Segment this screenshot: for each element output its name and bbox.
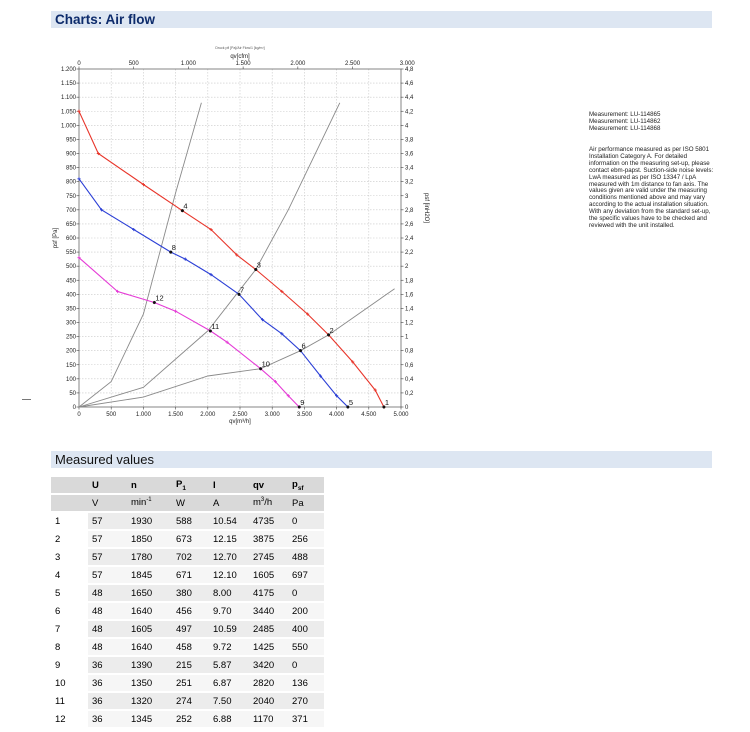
y-tick-label: 100: [65, 376, 76, 383]
operating-point-label: 1: [384, 398, 390, 407]
unit-cell: $\min^{-1}$: [127, 494, 172, 512]
table-cell: 4175: [249, 584, 288, 602]
row-number-cell: 12: [51, 710, 88, 728]
y-tick-label: 700: [65, 207, 76, 214]
row-number-cell: 3: [51, 548, 88, 566]
table-row: [51, 656, 324, 674]
operating-point-label: 7: [240, 285, 245, 295]
y-tick-label: 600: [65, 236, 76, 242]
table-row: [51, 692, 324, 710]
right-tick-label: 2,6: [405, 221, 414, 228]
table-cell: 1605: [249, 566, 288, 584]
table-cell: 57: [88, 566, 127, 584]
y-tick-label: 900: [65, 151, 76, 158]
table-cell: 0: [288, 512, 324, 530]
x-tick-label: 5.000: [393, 412, 409, 418]
y-tick-label: 300: [65, 320, 76, 327]
operating-point-label: 10: [261, 359, 270, 369]
y-tick-label: 400: [65, 292, 76, 299]
right-tick-label: 0: [405, 405, 409, 411]
measurement-line: Measurement: LU-114868: [589, 124, 661, 132]
right-tick-label: 0,2: [405, 390, 414, 397]
x-tick-label: 3.500: [296, 412, 312, 418]
table-cell: 57: [88, 548, 127, 566]
row-number-cell: 9: [51, 656, 88, 674]
right-tick-label: 3,6: [405, 151, 414, 158]
y-tick-label: 800: [65, 179, 76, 186]
table-cell: 8.00: [209, 584, 249, 602]
table-cell: 1170: [249, 710, 288, 728]
y-tick-label: 1.100: [60, 95, 76, 102]
table-cell: 0: [288, 584, 324, 602]
right-tick-label: 4,8: [405, 67, 414, 73]
table-row: [51, 620, 324, 638]
measured-values-table: [51, 477, 324, 729]
operating-point-label: 3: [256, 260, 261, 270]
table-cell: 10.54: [209, 512, 249, 530]
row-number-cell: 11: [51, 692, 88, 710]
right-tick-label: 2: [405, 264, 409, 271]
operating-point-label: 4: [183, 201, 188, 211]
row-number-cell: 6: [51, 602, 88, 620]
table-cell: 57: [88, 530, 127, 548]
unit-cell: Pa: [288, 494, 324, 512]
system-curve: [79, 103, 340, 407]
right-tick-label: 2,2: [405, 250, 414, 257]
table-cell: 550: [288, 638, 324, 656]
dash-marker: [22, 399, 31, 400]
table-cell: 48: [88, 602, 127, 620]
system-curve: [79, 289, 395, 407]
table-cell: 48: [88, 638, 127, 656]
table-cell: 458: [172, 638, 209, 656]
table-row: [51, 566, 324, 584]
table-cell: 48: [88, 584, 127, 602]
unit-cell: V: [88, 494, 127, 512]
measurement-list: [589, 112, 714, 133]
section-title-values: Measured values: [55, 452, 154, 467]
table-cell: 1345: [127, 710, 172, 728]
y-tick-label: 500: [65, 264, 76, 271]
table-cell: 200: [288, 602, 324, 620]
right-tick-label: 1,2: [405, 320, 414, 327]
section-title-chart: Charts: Air flow: [55, 12, 156, 27]
table-cell: 7.50: [209, 692, 249, 710]
right-tick-label: 0,6: [405, 362, 414, 369]
x-tick-label: 2.000: [200, 412, 216, 418]
top-tick-label: 2.000: [290, 61, 306, 67]
table-units-row: [51, 494, 324, 512]
column-header: I: [209, 477, 249, 494]
table-cell: 1320: [127, 692, 172, 710]
table-cell: 673: [172, 530, 209, 548]
table-cell: 671: [172, 566, 209, 584]
table-cell: 57: [88, 512, 127, 530]
row-number-cell: [51, 494, 88, 512]
right-axis-label: psf [inH2O]: [423, 192, 429, 224]
y-tick-label: 750: [65, 193, 76, 200]
table-row: [51, 638, 324, 656]
table-cell: 1640: [127, 602, 172, 620]
table-cell: 1425: [249, 638, 288, 656]
table-cell: 256: [288, 530, 324, 548]
table-cell: 2820: [249, 674, 288, 692]
y-tick-label: 0: [72, 405, 76, 411]
table-cell: 400: [288, 620, 324, 638]
series-marker: [77, 110, 80, 113]
operating-point-label: 5: [348, 398, 354, 407]
table-cell: 1640: [127, 638, 172, 656]
series-line: [79, 111, 384, 407]
row-number-cell: 5: [51, 584, 88, 602]
table-cell: 588: [172, 512, 209, 530]
right-tick-label: 3,2: [405, 179, 414, 186]
top-tick-label: 1.500: [235, 61, 251, 67]
y-tick-label: 1.050: [60, 109, 76, 116]
operating-point-label: 9: [300, 398, 305, 407]
system-curve: [79, 103, 201, 407]
operating-point-label: 2: [329, 325, 334, 335]
row-number-cell: 4: [51, 566, 88, 584]
table-row: [51, 512, 324, 530]
x-tick-label: 3.000: [264, 412, 280, 418]
y-tick-label: 550: [65, 250, 76, 257]
series-line: [79, 179, 348, 407]
right-tick-label: 4,6: [405, 81, 414, 88]
table-cell: 136: [288, 674, 324, 692]
top-tick-label: 3.000: [399, 61, 415, 67]
x-axis-label: qv[m³/h]: [229, 419, 251, 425]
x-tick-label: 4.000: [329, 412, 345, 418]
measurement-line: Measurement: LU-114865: [589, 111, 661, 118]
table-cell: 1930: [127, 512, 172, 530]
table-cell: 1650: [127, 584, 172, 602]
y-tick-label: 450: [65, 278, 76, 285]
top-tick-label: 500: [128, 61, 139, 67]
table-cell: 1605: [127, 620, 172, 638]
table-cell: 36: [88, 710, 127, 728]
measurement-description: Air performance measured as per ISO 5801 Installation Category A. For detailed information on the measuring set-up, please contact ebm-papst. Suction-side noise levels: LwA measured as per ISO 13347 / LpA measured with 1m distance to fan axis. The values given are valid under the measuring conditions mentioned above and may vary according to the actual installation situation. With any deviation from the standard set-up, the specific values have to be checked and reviewed with the unit installed.: [589, 146, 714, 229]
table-cell: 270: [288, 692, 324, 710]
table-cell: 2745: [249, 548, 288, 566]
right-tick-label: 2,4: [405, 236, 414, 242]
y-tick-label: 650: [65, 221, 76, 228]
x-tick-label: 500: [106, 412, 117, 418]
table-row: [51, 674, 324, 692]
table-cell: 274: [172, 692, 209, 710]
right-tick-label: 3: [405, 193, 409, 200]
right-tick-label: 4,2: [405, 109, 414, 116]
y-tick-label: 1.150: [60, 81, 76, 88]
table-cell: 1350: [127, 674, 172, 692]
column-header: $P_1$: [172, 477, 209, 494]
table-cell: 371: [288, 710, 324, 728]
x-tick-label: 1.000: [135, 412, 151, 418]
top-tick-label: 0: [77, 61, 81, 67]
right-tick-label: 3,8: [405, 137, 414, 144]
table-cell: 488: [288, 548, 324, 566]
column-header: $p_{sf}$: [288, 477, 324, 494]
y-tick-label: 350: [65, 306, 76, 313]
column-header: U: [88, 477, 127, 494]
table-cell: 3875: [249, 530, 288, 548]
table-cell: 251: [172, 674, 209, 692]
x-tick-label: 0: [77, 412, 81, 418]
table-cell: 3440: [249, 602, 288, 620]
right-tick-label: 1: [405, 334, 409, 341]
right-tick-label: 0,8: [405, 348, 414, 355]
table-cell: 697: [288, 566, 324, 584]
operating-point-label: 6: [301, 341, 306, 351]
top-tick-label: 1.000: [180, 61, 196, 67]
table-cell: 1845: [127, 566, 172, 584]
table-cell: 2040: [249, 692, 288, 710]
operating-point-label: 11: [211, 321, 220, 331]
y-tick-label: 50: [69, 390, 76, 397]
row-number-cell: [51, 477, 88, 494]
table-cell: 6.88: [209, 710, 249, 728]
y-tick-label: 950: [65, 137, 76, 144]
table-cell: 12.70: [209, 548, 249, 566]
top-axis-label: qv[cfm]: [230, 54, 250, 60]
right-tick-label: 1,8: [405, 278, 414, 285]
table-row: [51, 710, 324, 728]
unit-cell: W: [172, 494, 209, 512]
table-header-row: [51, 477, 324, 494]
unit-cell: A: [209, 494, 249, 512]
row-number-cell: 8: [51, 638, 88, 656]
y-tick-label: 1.000: [60, 123, 76, 130]
table-cell: 215: [172, 656, 209, 674]
table-cell: 9.70: [209, 602, 249, 620]
table-cell: 702: [172, 548, 209, 566]
table-cell: 1390: [127, 656, 172, 674]
table-cell: 12.10: [209, 566, 249, 584]
table-row: [51, 584, 324, 602]
table-cell: 36: [88, 692, 127, 710]
right-tick-label: 0,4: [405, 376, 414, 383]
table-cell: 9.72: [209, 638, 249, 656]
chart-tiny-header: Druck pfi [Pa]/Air Flow/1 [kg/m³]: [215, 46, 265, 50]
right-tick-label: 4: [405, 123, 409, 130]
right-tick-label: 4,4: [405, 95, 414, 102]
table-cell: 10.59: [209, 620, 249, 638]
table-cell: 36: [88, 674, 127, 692]
table-cell: 36: [88, 656, 127, 674]
table-cell: 12.15: [209, 530, 249, 548]
table-cell: 2485: [249, 620, 288, 638]
unit-cell: $m^3/h$: [249, 494, 288, 512]
table-cell: 3420: [249, 656, 288, 674]
table-cell: 1780: [127, 548, 172, 566]
table-cell: 48: [88, 620, 127, 638]
table-cell: 5.87: [209, 656, 249, 674]
table-cell: 497: [172, 620, 209, 638]
measurement-line: Measurement: LU-114862: [589, 117, 661, 125]
table-cell: 456: [172, 602, 209, 620]
section-header-values: [51, 451, 712, 468]
table-cell: 252: [172, 710, 209, 728]
operating-point-label: 12: [155, 293, 164, 303]
table-row: [51, 530, 324, 548]
column-header: qv: [249, 477, 288, 494]
column-header: n: [127, 477, 172, 494]
top-tick-label: 2.500: [345, 61, 361, 67]
row-number-cell: 1: [51, 512, 88, 530]
right-tick-label: 2,8: [405, 207, 414, 214]
table-row: [51, 548, 324, 566]
table-cell: 0: [288, 656, 324, 674]
y-tick-label: 250: [65, 334, 76, 341]
x-tick-label: 1.500: [168, 412, 184, 418]
table-cell: 380: [172, 584, 209, 602]
table-row: [51, 602, 324, 620]
row-number-cell: 10: [51, 674, 88, 692]
table-cell: 1850: [127, 530, 172, 548]
right-tick-label: 1,6: [405, 292, 414, 299]
right-tick-label: 3,4: [405, 165, 414, 172]
table-cell: 4735: [249, 512, 288, 530]
y-tick-label: 150: [65, 362, 76, 369]
right-tick-label: 1,4: [405, 306, 414, 313]
row-number-cell: 7: [51, 620, 88, 638]
y-tick-label: 1.200: [60, 67, 76, 73]
x-tick-label: 4.500: [361, 412, 377, 418]
table-cell: 6.87: [209, 674, 249, 692]
x-tick-label: 2.500: [232, 412, 248, 418]
y-tick-label: 850: [65, 165, 76, 172]
y-tick-label: 200: [65, 348, 76, 355]
y-axis-label: psf [Pa]: [53, 227, 59, 249]
row-number-cell: 2: [51, 530, 88, 548]
operating-point-label: 8: [171, 243, 176, 253]
